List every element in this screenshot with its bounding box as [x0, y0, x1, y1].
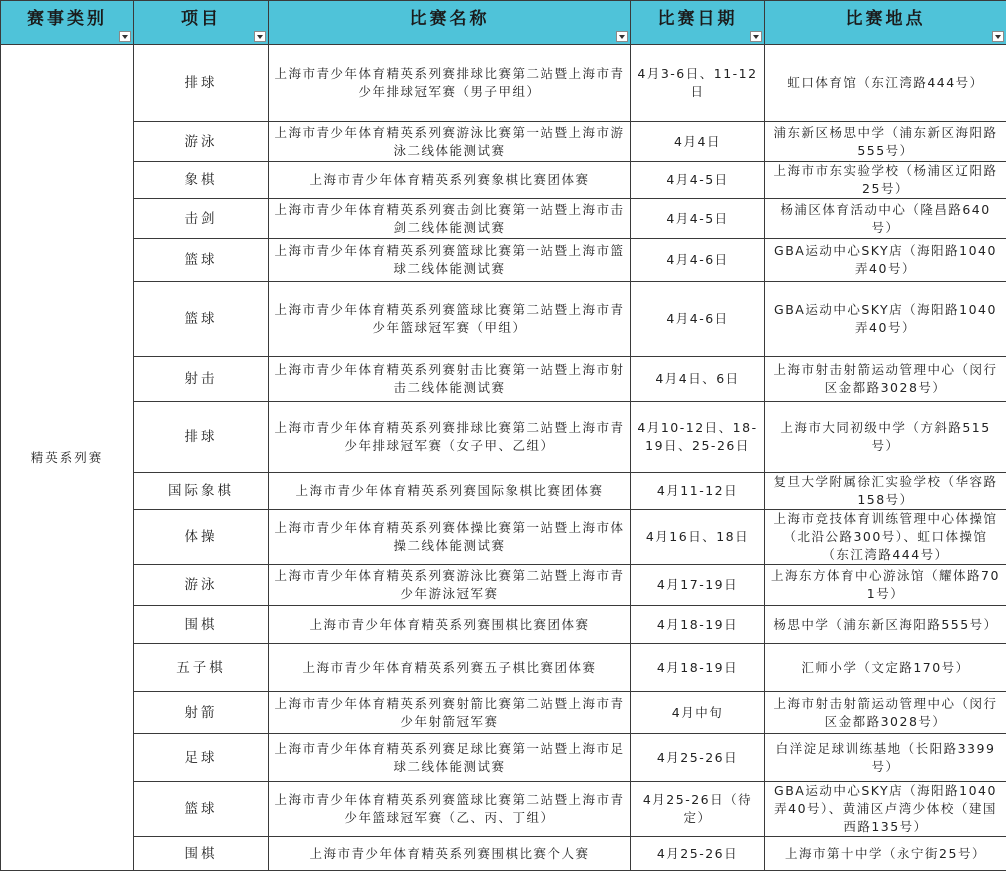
venue-cell[interactable]: 复旦大学附属徐汇实验学校（华容路158号） — [765, 473, 1006, 510]
event-name-cell[interactable]: 上海市青少年体育精英系列赛篮球比赛第一站暨上海市篮球二线体能测试赛 — [269, 239, 631, 282]
filter-dropdown-button[interactable] — [992, 31, 1004, 42]
event-name-cell[interactable]: 上海市青少年体育精英系列赛击剑比赛第一站暨上海市击剑二线体能测试赛 — [269, 199, 631, 239]
venue-cell[interactable]: 白洋淀足球训练基地（长阳路3399号） — [765, 734, 1006, 782]
date-cell[interactable]: 4月18-19日 — [631, 606, 765, 644]
venue-cell[interactable]: 上海市第十中学（永宁街25号） — [765, 837, 1006, 871]
table-row[interactable] — [1, 199, 1006, 239]
header-label: 赛事类别 — [27, 4, 107, 29]
event-name-cell[interactable]: 上海市青少年体育精英系列赛象棋比赛团体赛 — [269, 162, 631, 199]
header-label: 比赛地点 — [846, 4, 926, 29]
date-cell[interactable]: 4月25-26日 — [631, 734, 765, 782]
venue-cell[interactable]: 上海市射击射箭运动管理中心（闵行区金都路3028号） — [765, 692, 1006, 734]
project-cell[interactable]: 国际象棋 — [134, 473, 269, 510]
project-cell[interactable]: 围棋 — [134, 606, 269, 644]
event-name-cell[interactable]: 上海市青少年体育精英系列赛游泳比赛第二站暨上海市青少年游泳冠军赛 — [269, 565, 631, 606]
header-category — [1, 1, 134, 45]
table-row[interactable] — [1, 510, 1006, 565]
table-row[interactable] — [1, 644, 1006, 692]
date-cell[interactable]: 4月17-19日 — [631, 565, 765, 606]
date-cell[interactable]: 4月4-6日 — [631, 282, 765, 357]
date-cell[interactable]: 4月4-5日 — [631, 162, 765, 199]
table-row[interactable] — [1, 734, 1006, 782]
table-row[interactable] — [1, 606, 1006, 644]
project-cell[interactable]: 游泳 — [134, 565, 269, 606]
date-cell[interactable]: 4月10-12日、18-19日、25-26日 — [631, 402, 765, 473]
filter-dropdown-button[interactable] — [254, 31, 266, 42]
date-cell[interactable]: 4月11-12日 — [631, 473, 765, 510]
table-row[interactable] — [1, 239, 1006, 282]
date-cell[interactable]: 4月25-26日 — [631, 837, 765, 871]
event-name-cell[interactable]: 上海市青少年体育精英系列赛五子棋比赛团体赛 — [269, 644, 631, 692]
project-cell[interactable]: 体操 — [134, 510, 269, 565]
date-cell[interactable]: 4月4-5日 — [631, 199, 765, 239]
event-name-cell[interactable]: 上海市青少年体育精英系列赛射箭比赛第二站暨上海市青少年射箭冠军赛 — [269, 692, 631, 734]
project-cell[interactable]: 射箭 — [134, 692, 269, 734]
event-name-cell[interactable]: 上海市青少年体育精英系列赛围棋比赛个人赛 — [269, 837, 631, 871]
header-label: 项目 — [181, 4, 221, 29]
event-name-cell[interactable]: 上海市青少年体育精英系列赛篮球比赛第二站暨上海市青少年篮球冠军赛（乙、丙、丁组） — [269, 782, 631, 837]
venue-cell[interactable]: 上海市竞技体育训练管理中心体操馆（北沿公路300号）、虹口体操馆（东江湾路444号） — [765, 510, 1006, 565]
filter-dropdown-button[interactable] — [616, 31, 628, 42]
venue-cell[interactable]: 浦东新区杨思中学（浦东新区海阳路555号） — [765, 122, 1006, 162]
project-cell[interactable]: 篮球 — [134, 282, 269, 357]
event-name-cell[interactable]: 上海市青少年体育精英系列赛游泳比赛第一站暨上海市游泳二线体能测试赛 — [269, 122, 631, 162]
venue-cell[interactable]: 上海市市东实验学校（杨浦区辽阳路25号） — [765, 162, 1006, 199]
header-date — [631, 1, 765, 45]
table-row[interactable] — [1, 692, 1006, 734]
header-project — [134, 1, 269, 45]
project-cell[interactable]: 射击 — [134, 357, 269, 402]
date-cell[interactable]: 4月25-26日（待定） — [631, 782, 765, 837]
table-row[interactable] — [1, 837, 1006, 871]
event-name-cell[interactable]: 上海市青少年体育精英系列赛足球比赛第一站暨上海市足球二线体能测试赛 — [269, 734, 631, 782]
table-row[interactable] — [1, 162, 1006, 199]
date-cell[interactable]: 4月3-6日、11-12日 — [631, 45, 765, 122]
venue-cell[interactable]: 上海市大同初级中学（方斜路515号） — [765, 402, 1006, 473]
event-name-cell[interactable]: 上海市青少年体育精英系列赛围棋比赛团体赛 — [269, 606, 631, 644]
date-cell[interactable]: 4月4日 — [631, 122, 765, 162]
table-row[interactable] — [1, 565, 1006, 606]
header-label: 比赛日期 — [658, 4, 738, 29]
date-cell[interactable]: 4月16日、18日 — [631, 510, 765, 565]
table-row[interactable] — [1, 45, 1006, 122]
filter-dropdown-button[interactable] — [750, 31, 762, 42]
project-cell[interactable]: 游泳 — [134, 122, 269, 162]
venue-cell[interactable]: 杨浦区体育活动中心（隆昌路640号） — [765, 199, 1006, 239]
table-row[interactable] — [1, 357, 1006, 402]
venue-cell[interactable]: GBA运动中心SKY店（海阳路1040弄40号） — [765, 282, 1006, 357]
header-event-name — [269, 1, 631, 45]
header-venue — [765, 1, 1006, 45]
event-name-cell[interactable]: 上海市青少年体育精英系列赛排球比赛第二站暨上海市青少年排球冠军赛（女子甲、乙组） — [269, 402, 631, 473]
venue-cell[interactable]: 上海东方体育中心游泳馆（耀体路701号） — [765, 565, 1006, 606]
table-row[interactable] — [1, 402, 1006, 473]
event-name-cell[interactable]: 上海市青少年体育精英系列赛国际象棋比赛团体赛 — [269, 473, 631, 510]
table-row[interactable] — [1, 122, 1006, 162]
category-cell[interactable]: 精英系列赛 — [1, 45, 134, 871]
header-row — [1, 1, 1006, 45]
project-cell[interactable]: 围棋 — [134, 837, 269, 871]
header-label: 比赛名称 — [410, 4, 490, 29]
project-cell[interactable]: 排球 — [134, 402, 269, 473]
event-name-cell[interactable]: 上海市青少年体育精英系列赛体操比赛第一站暨上海市体操二线体能测试赛 — [269, 510, 631, 565]
project-cell[interactable]: 篮球 — [134, 782, 269, 837]
date-cell[interactable]: 4月4-6日 — [631, 239, 765, 282]
venue-cell[interactable]: 虹口体育馆（东江湾路444号） — [765, 45, 1006, 122]
event-name-cell[interactable]: 上海市青少年体育精英系列赛射击比赛第一站暨上海市射击二线体能测试赛 — [269, 357, 631, 402]
project-cell[interactable]: 击剑 — [134, 199, 269, 239]
event-name-cell[interactable]: 上海市青少年体育精英系列赛篮球比赛第二站暨上海市青少年篮球冠军赛（甲组） — [269, 282, 631, 357]
event-name-cell[interactable]: 上海市青少年体育精英系列赛排球比赛第二站暨上海市青少年排球冠军赛（男子甲组） — [269, 45, 631, 122]
project-cell[interactable]: 篮球 — [134, 239, 269, 282]
table-row[interactable] — [1, 473, 1006, 510]
venue-cell[interactable]: GBA运动中心SKY店（海阳路1040弄40号）、黄浦区卢湾少体校（建国西路135号） — [765, 782, 1006, 837]
date-cell[interactable]: 4月18-19日 — [631, 644, 765, 692]
date-cell[interactable]: 4月4日、6日 — [631, 357, 765, 402]
venue-cell[interactable]: 汇师小学（文定路170号） — [765, 644, 1006, 692]
venue-cell[interactable]: 上海市射击射箭运动管理中心（闵行区金都路3028号） — [765, 357, 1006, 402]
project-cell[interactable]: 五子棋 — [134, 644, 269, 692]
filter-dropdown-button[interactable] — [119, 31, 131, 42]
project-cell[interactable]: 象棋 — [134, 162, 269, 199]
project-cell[interactable]: 足球 — [134, 734, 269, 782]
table-row[interactable] — [1, 282, 1006, 357]
table-row[interactable] — [1, 782, 1006, 837]
project-cell[interactable]: 排球 — [134, 45, 269, 122]
date-cell[interactable]: 4月中旬 — [631, 692, 765, 734]
venue-cell[interactable]: 杨思中学（浦东新区海阳路555号） — [765, 606, 1006, 644]
venue-cell[interactable]: GBA运动中心SKY店（海阳路1040弄40号） — [765, 239, 1006, 282]
